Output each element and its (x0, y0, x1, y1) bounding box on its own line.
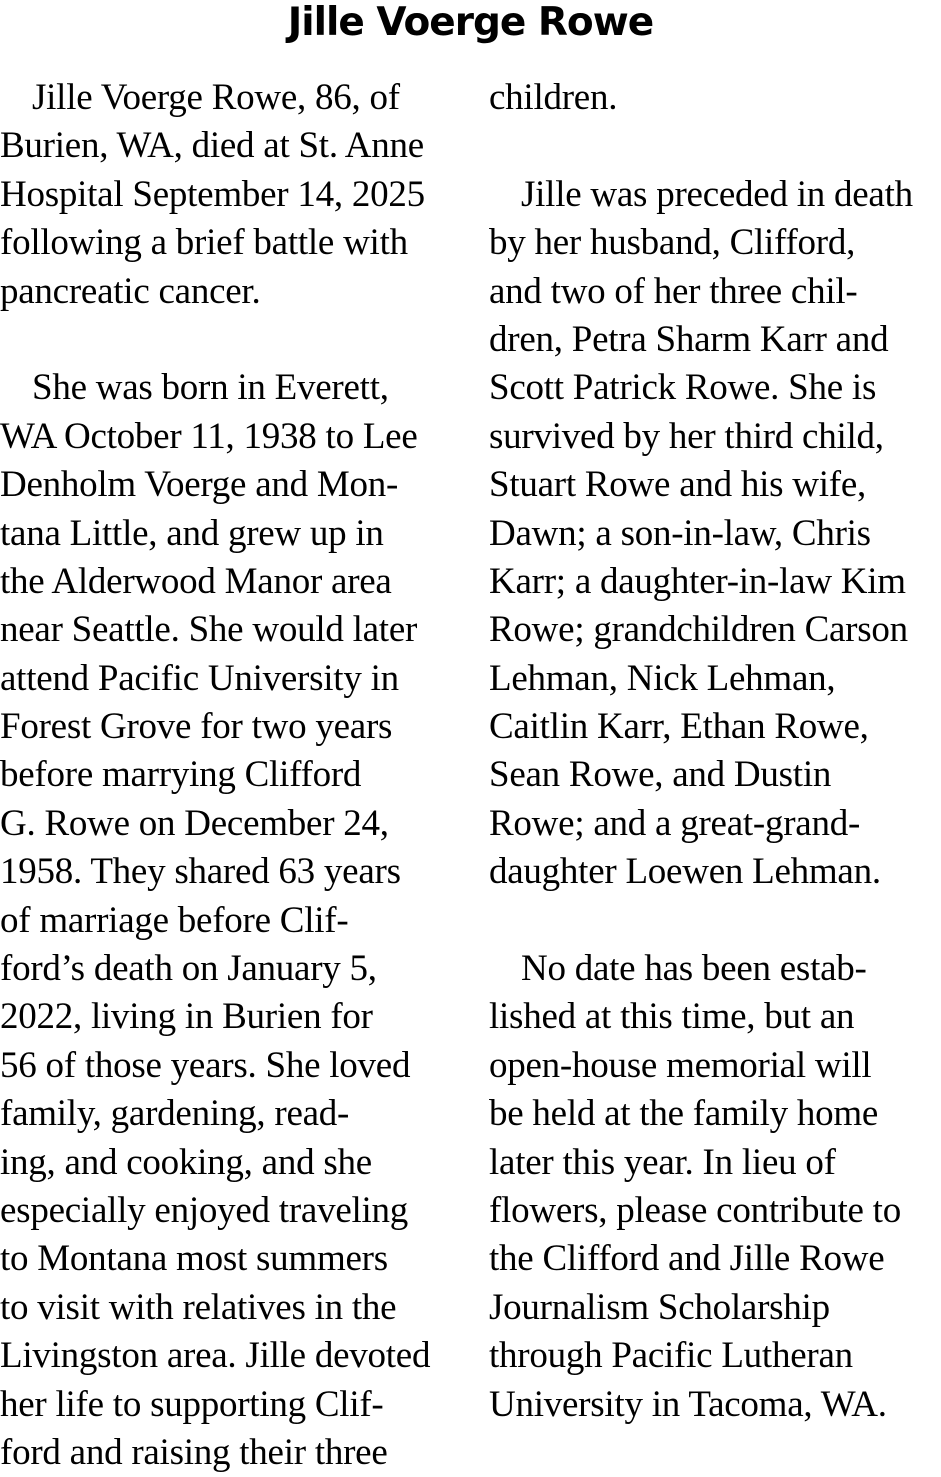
text-line: Burien, WA, died at St. Anne (0, 125, 424, 167)
paragraph-gap (0, 316, 462, 364)
text-line: following a brief battle with (0, 222, 408, 264)
text-line: University in Tacoma, WA. (489, 1383, 887, 1425)
text-line: 2022, living in Burien for (0, 996, 373, 1038)
text-line: ford and raising their three (0, 1431, 388, 1473)
text-line: the Alderwood Manor area (0, 560, 392, 602)
text-line: daughter Loewen Lehman. (489, 851, 881, 893)
text-line: Jille Voerge Rowe, 86, of (32, 77, 400, 118)
obituary-title: Jille Voerge Rowe (287, 0, 654, 45)
text-line: open-house memorial will (489, 1044, 872, 1086)
text-line: flowers, please contribute to (489, 1189, 901, 1231)
left-column (0, 74, 462, 1477)
text-line: be held at the family home (489, 1093, 879, 1135)
text-line: attend Pacific University in (0, 657, 399, 699)
paragraph (489, 171, 941, 897)
text-line: Stuart Rowe and his wife, (489, 464, 867, 506)
text-line: Scott Patrick Rowe. She is (489, 367, 877, 409)
paragraph (0, 364, 462, 1477)
text-line: Jille was preceded in death (521, 173, 913, 215)
text-line: to Montana most summers (0, 1238, 388, 1280)
text-line: lished at this time, but an (489, 996, 855, 1038)
text-line: through Pacific Lutheran (489, 1335, 853, 1377)
text-line: Rowe; grandchildren Carson (489, 609, 908, 651)
text-line: especially enjoyed traveling (0, 1189, 409, 1231)
paragraph-gap (489, 122, 941, 170)
text-line: Caitlin Karr, Ethan Rowe, (489, 706, 869, 748)
text-line: G. Rowe on December 24, (0, 802, 389, 844)
text-line: ing, and cooking, and she (0, 1141, 372, 1183)
text-line: to visit with relatives in the (0, 1286, 397, 1328)
paragraph (0, 74, 462, 316)
text-line: ford’s death on January 5, (0, 948, 377, 990)
text-line: children. (489, 77, 618, 118)
text-line: Livingston area. Jille devoted (0, 1335, 431, 1377)
text-line: pancreatic cancer. (0, 270, 261, 312)
text-line: before marrying Clifford (0, 754, 362, 796)
paragraph-continuation (489, 74, 941, 122)
text-line: Forest Grove for two years (0, 706, 393, 748)
text-line: Sean Rowe, and Dustin (489, 754, 832, 796)
text-line: dren, Petra Sharm Karr and (489, 318, 889, 360)
paragraph-gap (489, 897, 941, 945)
text-line: 56 of those years. She loved (0, 1044, 411, 1086)
right-column (489, 74, 941, 1429)
text-line: the Clifford and Jille Rowe (489, 1238, 885, 1280)
text-line: and two of her three chil- (489, 270, 858, 312)
text-line: Rowe; and a great-grand- (489, 802, 861, 844)
text-line: her life to supporting Clif- (0, 1383, 384, 1425)
text-line: 1958. They shared 63 years (0, 851, 401, 893)
text-line: Hospital September 14, 2025 (0, 173, 425, 215)
text-line: Dawn; a son-in-law, Chris (489, 512, 871, 554)
text-line: of marriage before Clif- (0, 899, 349, 941)
text-line: Denholm Voerge and Mon- (0, 464, 399, 506)
text-line: family, gardening, read- (0, 1093, 350, 1135)
text-line: No date has been estab- (521, 948, 867, 990)
text-line: near Seattle. She would later (0, 609, 418, 651)
text-line: Lehman, Nick Lehman, (489, 657, 836, 699)
text-line: WA October 11, 1938 to Lee (0, 415, 418, 457)
text-line: She was born in Everett, (32, 367, 389, 409)
text-line: later this year. In lieu of (489, 1141, 836, 1183)
paragraph (489, 945, 941, 1429)
text-line: survived by her third child, (489, 415, 884, 457)
text-line: Journalism Scholarship (489, 1286, 830, 1328)
text-line: by her husband, Clifford, (489, 222, 856, 264)
text-line: Karr; a daughter-in-law Kim (489, 560, 906, 602)
text-line: tana Little, and grew up in (0, 512, 384, 554)
